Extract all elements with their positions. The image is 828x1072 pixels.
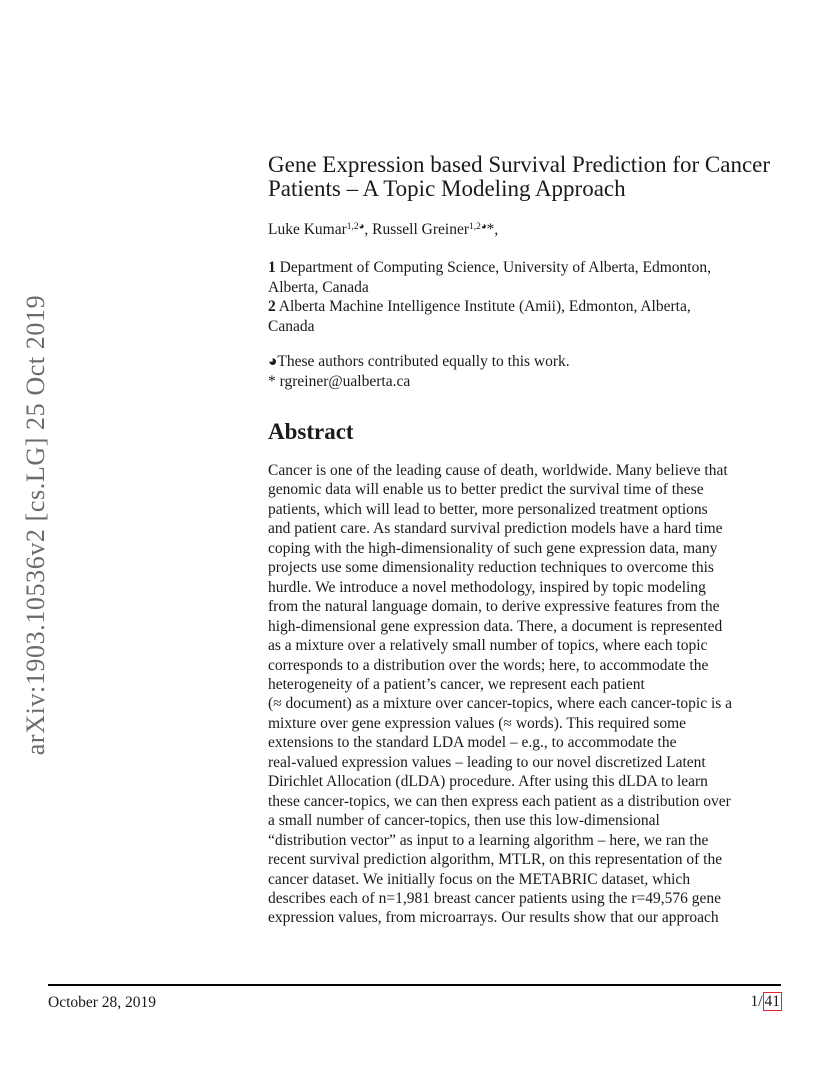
abstract-line: Dirichlet Allocation (dLDA) procedure. After using this dLDA to learn	[268, 773, 708, 791]
abstract-line: extensions to the standard LDA model – e.g., to accommodate the	[268, 734, 677, 752]
author-name: Luke Kumar	[268, 221, 347, 238]
abstract-line: patients, which will lead to better, more personalized treatment options	[268, 500, 708, 518]
title-line-2: Patients – A Topic Modeling Approach	[268, 176, 626, 201]
author-notes	[268, 352, 783, 391]
affiliation-number: 1	[268, 259, 276, 276]
affiliation-2-line-2: Canada	[268, 317, 315, 335]
abstract-heading: Abstract	[268, 419, 354, 444]
abstract-line: these cancer-topics, we can then express each patient as a distribution over	[268, 792, 731, 810]
page-number	[750, 993, 782, 1011]
footer-date: October 28, 2019	[48, 994, 157, 1011]
abstract-line: describes each of n=1,981 breast cancer patients using the r=49,576 gene	[268, 889, 722, 907]
abstract-line: expression values, from microarrays. Our results show that our approach	[268, 909, 719, 927]
abstract-line: (≈ document) as a mixture over cancer-topics, where each cancer-topic is a	[268, 695, 733, 713]
affiliation-superscript: 1,2◕	[469, 222, 487, 232]
affiliation-1-line-2: Alberta, Canada	[268, 278, 369, 296]
author-list	[268, 221, 783, 239]
affiliation-text: Department of Computing Science, University of Alberta, Edmonton,	[279, 259, 711, 276]
author-name: Russell Greiner	[372, 221, 469, 238]
affiliations	[268, 258, 783, 336]
equal-contribution-note: ◕These authors contributed equally to this work.	[268, 353, 570, 370]
abstract-line: “distribution vector” as input to a learning algorithm – here, we ran the	[268, 831, 709, 849]
abstract-line: as a mixture over a relatively small number of topics, where each topic	[268, 637, 708, 655]
abstract-line: from the natural language domain, to derive expressive features from the	[268, 598, 720, 616]
current-page: 1	[750, 993, 759, 1010]
affiliation-number: 2	[268, 298, 276, 315]
paper-title	[268, 153, 783, 201]
abstract-line: Cancer is one of the leading cause of death, worldwide. Many believe that	[268, 462, 728, 479]
arxiv-identifier-stamp: arXiv:1903.10536v2 [cs.LG] 25 Oct 2019	[21, 294, 50, 756]
affiliation-text: Alberta Machine Intelligence Institute (Amii), Edmonton, Alberta,	[278, 298, 691, 315]
abstract-line: corresponds to a distribution over the words; here, to accommodate the	[268, 656, 709, 674]
abstract-line: cancer dataset. We initially focus on the METABRIC dataset, which	[268, 870, 691, 888]
affiliation-superscript: 1,2◕	[346, 222, 365, 232]
abstract-line: mixture over gene expression values (≈ words). This required some	[268, 714, 687, 732]
abstract-line: real-valued expression values – leading to our novel discretized Latent	[268, 753, 706, 771]
abstract-body	[268, 461, 788, 928]
author-separator: ,	[364, 221, 373, 238]
footer-rule	[48, 984, 781, 986]
title-line-1: Gene Expression based Survival Prediction for Cancer	[268, 152, 771, 177]
abstract-line: projects use some dimensionality reduction techniques to overcome this	[268, 559, 714, 577]
abstract-line: hurdle. We introduce a novel methodology, inspired by topic modeling	[268, 578, 706, 596]
abstract-line: high-dimensional gene expression data. There, a document is represented	[268, 617, 723, 635]
abstract-line: coping with the high-dimensionality of such gene expression data, many	[268, 539, 718, 557]
abstract-line: and patient care. As standard survival prediction models have a hard time	[268, 520, 723, 538]
abstract-line: heterogeneity of a patient’s cancer, we represent each patient	[268, 675, 645, 693]
affiliation-2-line-1	[268, 297, 783, 317]
affiliation-1-line-1	[268, 258, 783, 278]
corresponding-mark: *,	[486, 221, 499, 238]
abstract-line: recent survival prediction algorithm, MTLR, on this representation of the	[268, 851, 723, 869]
abstract-line: genomic data will enable us to better predict the survival time of these	[268, 481, 704, 499]
abstract-line: a small number of cancer-topics, then use this low-dimensional	[268, 812, 660, 830]
corresponding-email: * rgreiner@ualberta.ca	[268, 372, 411, 390]
page-separator: /	[758, 993, 763, 1010]
total-pages-link[interactable]: 41	[764, 993, 780, 1010]
